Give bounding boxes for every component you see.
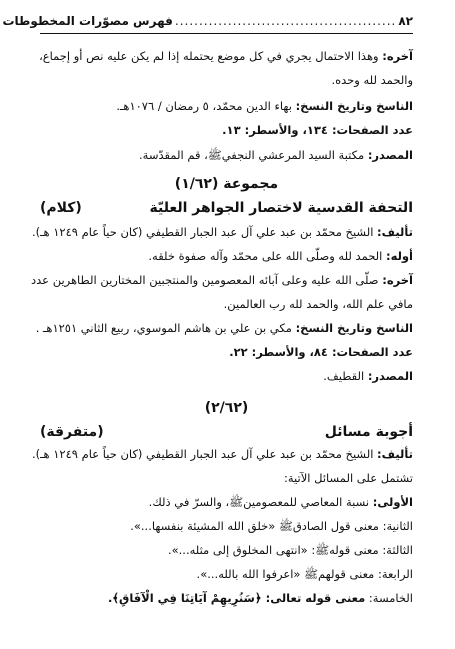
- entry1-source-text: مكتبة السيد المرعشي النجفيﷺ، قم المقدّسة.: [139, 148, 365, 162]
- entry3-item-5-text: معنى قوله تعالى: ﴿سَنُرِيهِمْ آيَاتِنَا فِي الْآفَاقِ﴾.: [107, 591, 366, 605]
- entry2-title: التحفة القدسية لاختصار الجواهر العليّة: [149, 200, 413, 216]
- entry1-end-line: [40, 48, 413, 64]
- entry2-copyist-line: [35, 320, 413, 336]
- entry3-title-row: [40, 422, 413, 442]
- entry2-source-line: [40, 368, 413, 384]
- entry1-end-text: وهذا الاحتمال يجري في كل موضع يحتمله إذا لم يكن عليه نص أو إجماع،: [39, 49, 379, 63]
- entry3-item-1-text: نسبة المعاصي للمعصومينﷺ، والسرّ في ذلك.: [148, 495, 370, 509]
- entry2-begin-line: [40, 248, 413, 264]
- entry2-author-line: [32, 224, 413, 240]
- entry3-item-5-label: الخامسة:: [368, 591, 413, 605]
- entry3-item-5: [40, 590, 413, 606]
- entry2-source-text: القطيف.: [323, 369, 365, 383]
- page-number: ٨٢: [398, 14, 413, 28]
- entry2-copyist-text: مكي بن علي بن هاشم الموسوي، ربيع الثاني ١٢٥١هـ .: [35, 321, 292, 335]
- entry2-author-label: تأليف:: [377, 225, 413, 239]
- header-leader-dots: ..............................................: [174, 14, 397, 28]
- entry2-collection-label: مجموعة: [223, 176, 279, 192]
- entry2-end-line2: [40, 296, 413, 312]
- entry1-copyist-label: الناسخ وتاريخ النسخ:: [295, 99, 413, 113]
- entry1-copyist-text: بهاء الدين محمّد، ٥ رمضان / ١٠٧٦هـ.: [116, 99, 292, 113]
- entry3-contains: تشتمل على المسائل الآتية:: [284, 471, 413, 485]
- entry1-end-text2: والحمد لله وحده.: [331, 73, 413, 87]
- entry2-end-label: آخره:: [382, 273, 413, 287]
- entry1-copyist-line: [40, 98, 413, 114]
- entry2-copyist-label: الناسخ وتاريخ النسخ:: [295, 321, 413, 335]
- header-rule: [40, 33, 413, 34]
- entry2-pages-line: [40, 344, 413, 360]
- entry2-end-text: صلّى الله عليه وعلى آبائه المعصومين والمنتجبين المختارين الطاهرين عدد: [31, 273, 379, 287]
- entry2-begin-label: أوله:: [386, 249, 413, 263]
- entry3-item-1: [40, 494, 413, 510]
- entry3-contains-line: [40, 470, 413, 486]
- header-title: فهرس مصوّرات المخطوطات: [2, 14, 173, 28]
- entry2-collection-heading: [40, 174, 413, 194]
- entry3-item-3-text: معنى قولهﷺ: «انتهى المخلوق إلى مثله...».: [167, 543, 379, 557]
- entry3-author-label: تأليف:: [377, 447, 413, 461]
- running-header: [2, 14, 413, 28]
- entry3-number-heading: [40, 398, 413, 418]
- entry1-end-label: آخره:: [382, 49, 413, 63]
- entry2-title-row: [40, 198, 413, 218]
- entry3-num: (٢/٦٢): [204, 400, 249, 416]
- entry2-subject: (كلام): [40, 200, 82, 216]
- entry1-source-label: المصدر:: [367, 148, 413, 162]
- entry1-pages-line: [40, 122, 413, 138]
- entry2-source-label: المصدر:: [367, 369, 413, 383]
- entry2-end-text2: مافي علم الله، والحمد لله رب العالمين.: [223, 297, 413, 311]
- entry3-subject: (متفرقة): [40, 424, 104, 440]
- entry3-item-4-label: الرابعة:: [377, 567, 413, 581]
- entry3-item-2: [40, 518, 413, 534]
- entry2-end-line: [31, 272, 413, 288]
- entry3-item-4-text: معنى قولهمﷺ «اعرفوا الله بالله...».: [196, 567, 375, 581]
- entry2-begin-text: الحمد لله وصلّى الله على محمّد وآله صفوة خلقه.: [148, 249, 383, 263]
- entry3-item-2-text: معنى قول الصادقﷺ «خلق الله المشيئة بنفسها...».: [130, 519, 379, 533]
- entry1-pages-label: عدد الصفحات: ١٣٤، والأسطر: ١٣.: [222, 123, 413, 137]
- entry2-pages-label: عدد الصفحات: ٨٤، والأسطر: ٢٢.: [229, 345, 413, 359]
- entry2-collection-num: (١/٦٢): [174, 176, 219, 192]
- entry3-item-3-label: الثالثة:: [382, 543, 413, 557]
- entry2-author-text: الشيخ محمّد بن عبد علي آل عبد الجبار القطيفي (كان حياً عام ١٢٤٩ هـ).: [32, 225, 374, 239]
- entry1-end-line2: [40, 72, 413, 88]
- entry3-author-line: [32, 446, 413, 462]
- entry1-source-line: [40, 147, 413, 163]
- entry3-title: أجوبة مسائل: [324, 424, 413, 440]
- entry3-item-2-label: الثانية:: [382, 519, 413, 533]
- entry3-item-3: [40, 542, 413, 558]
- entry3-item-4: [40, 566, 413, 582]
- entry3-author-text: الشيخ محمّد بن عبد علي آل عبد الجبار القطيفي (كان حياً عام ١٢٤٩ هـ).: [32, 447, 374, 461]
- entry3-item-1-label: الأولى:: [372, 495, 413, 509]
